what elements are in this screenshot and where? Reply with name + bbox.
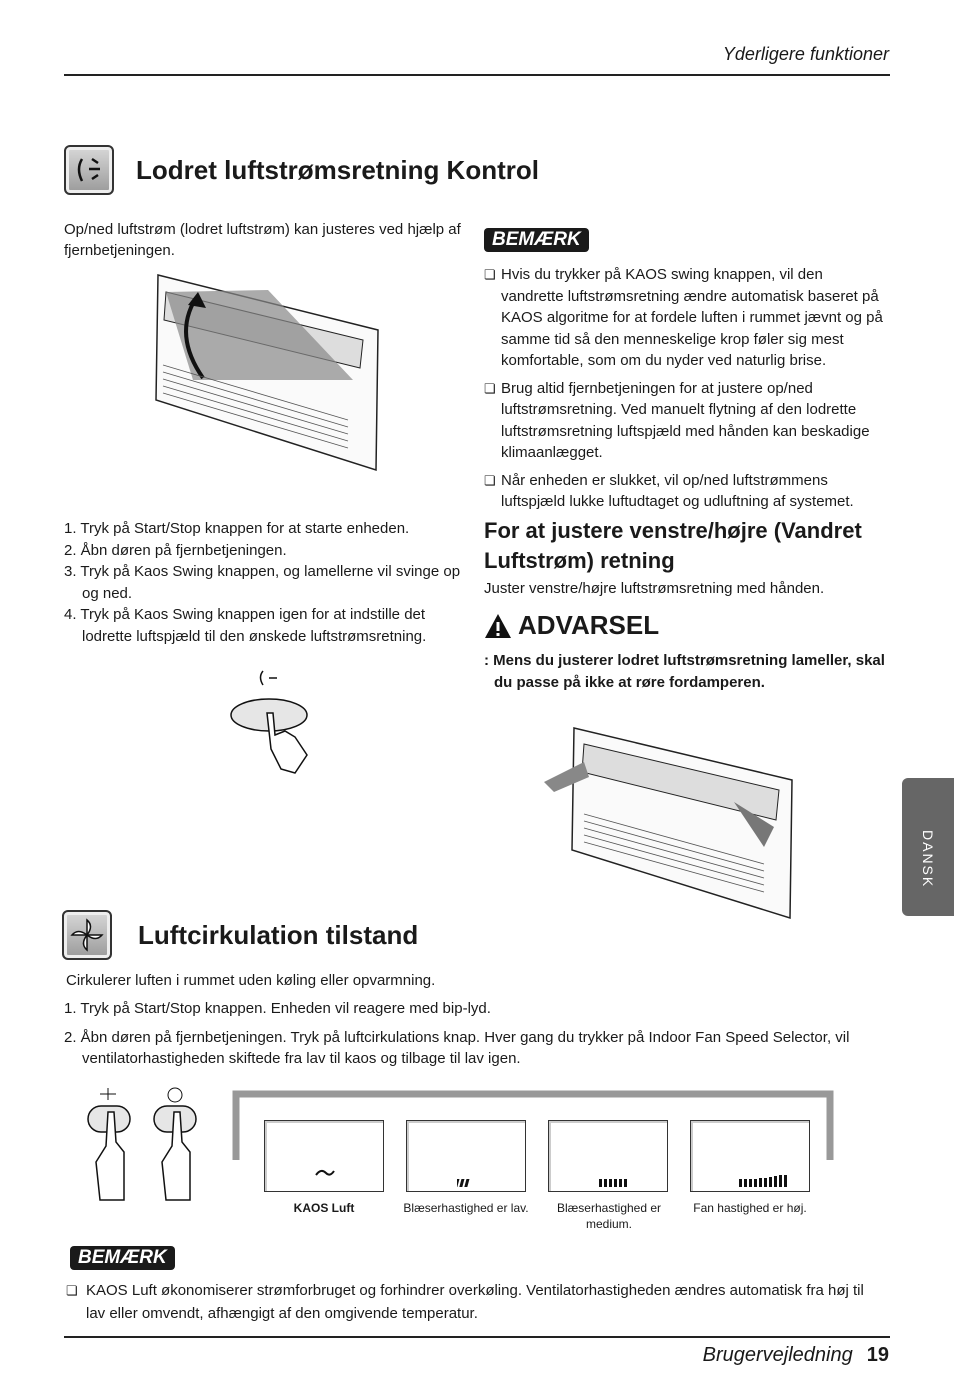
remote-button-press-illustration xyxy=(225,665,325,775)
fan-level-bars xyxy=(739,1175,789,1189)
running-header: Yderligere funktioner xyxy=(722,44,889,64)
step-item: 3. Tryk på Kaos Swing knappen, og lamellerne vil svinge op og ned. xyxy=(64,563,461,602)
footer xyxy=(703,1344,889,1367)
fan-buttons-illustration xyxy=(78,1082,228,1207)
section1-intro: Op/ned luftstrøm (lodret luftstrøm) kan justeres ved hjælp af fjernbetjeningen. xyxy=(64,221,461,259)
warning-heading xyxy=(484,610,659,641)
note-item: ❏ Når enheden er slukket, vil op/ned luftstrømmens luftspjæld lukke luftudtaget og udluftning af systemet. xyxy=(484,470,884,513)
note-item: ❏ Hvis du trykker på KAOS swing knappen, vil den vandrette luftstrømsretning ændre automatisk baseret på KAOS algoritme for at fordele luften i rummet jævnt og på samme tid så den menneskelige krop føler sig mest komfortable, som om du nyder ved naturlig brise. xyxy=(484,264,884,372)
warning-triangle-icon xyxy=(484,613,512,639)
fan-level-bars xyxy=(457,1177,497,1189)
display-low xyxy=(406,1120,526,1192)
note-badge: BEMÆRK xyxy=(70,1246,175,1270)
section2-steps xyxy=(64,998,874,1070)
footer-rule xyxy=(64,1336,890,1338)
header-rule xyxy=(64,74,890,76)
language-tab-label: DANSK xyxy=(920,830,936,889)
ac-unit-vertical-illustration xyxy=(148,270,388,475)
language-tab xyxy=(902,778,954,916)
fan-level-bars xyxy=(599,1177,639,1189)
display-label: Fan hastighed er høj. xyxy=(693,1201,807,1215)
warning-text: : Mens du justerer lodret luftstrømsretning lameller, skal du passe på ikke at røre fordamperen. xyxy=(484,652,885,691)
display-medium xyxy=(548,1120,668,1192)
step-item: 1. Tryk på Start/Stop knappen. Enheden vil reagere med bip-lyd. xyxy=(64,1000,491,1017)
display-label: KAOS Luft xyxy=(293,1201,355,1215)
section-title-air-circulation: Luftcirkulation tilstand xyxy=(138,920,419,950)
display-label: Blæserhastighed er medium. xyxy=(556,1201,662,1231)
page-number: 19 xyxy=(866,1344,889,1366)
step-item: 1. Tryk på Start/Stop knappen for at starte enheden. xyxy=(64,520,410,537)
section-title-vertical-airflow: Lodret luftstrømsretning Kontrol xyxy=(136,155,539,185)
section1-notes xyxy=(484,264,884,513)
step-item: 2. Åbn døren på fjernbetjeningen. xyxy=(64,541,287,559)
warning-title: ADVARSEL xyxy=(518,610,660,640)
display-label: Blæserhastighed er lav. xyxy=(403,1201,529,1215)
display-high xyxy=(690,1120,810,1192)
ac-unit-horizontal-illustration xyxy=(534,722,804,922)
step-item: 4. Tryk på Kaos Swing knappen igen for at indstille det lodrette luftspjæld til den ønskede luftstrømsretning. xyxy=(64,606,427,645)
fan-speed-displays xyxy=(264,1120,824,1236)
section2-note: ❏ KAOS Luft økonomiserer strømforbruget og forhindrer overkøling. Ventilatorhastigheden ændres automatisk fra høj til lav eller omvendt, afhængigt af den omgivende temperatur. xyxy=(66,1279,876,1325)
step-item: 2. Åbn døren på fjernbetjeningen. Tryk på luftcirkulations knap. Hver gang du trykker på Indoor Fan Speed Selector, vil ventilatorhastigheden skiftede fra lav til kaos og tilbage til lav igen. xyxy=(64,1028,850,1067)
footer-label: Brugervejledning xyxy=(702,1344,853,1366)
horizontal-airflow-text: Juster venstre/højre luftstrømsretning med hånden. xyxy=(484,580,825,597)
section2-intro: Cirkulerer luften i rummet uden køling eller opvarmning. xyxy=(66,972,436,989)
section1-steps xyxy=(64,518,474,647)
kaos-wave-icon xyxy=(315,1167,335,1179)
horizontal-airflow-heading: For at justere venstre/højre (Vandret Luftstrøm) retning xyxy=(484,518,862,573)
note-item: ❏ Brug altid fjernbetjeningen for at justere op/ned luftstrømsretning. Ved manuelt flytning af den lodrette luftstrømsretning luftspjæld med hånden kan beskadige klimaanlægget. xyxy=(484,378,884,464)
swing-icon xyxy=(64,145,114,195)
display-kaos xyxy=(264,1120,384,1192)
note-badge: BEMÆRK xyxy=(484,228,589,252)
fan-icon xyxy=(62,910,112,960)
